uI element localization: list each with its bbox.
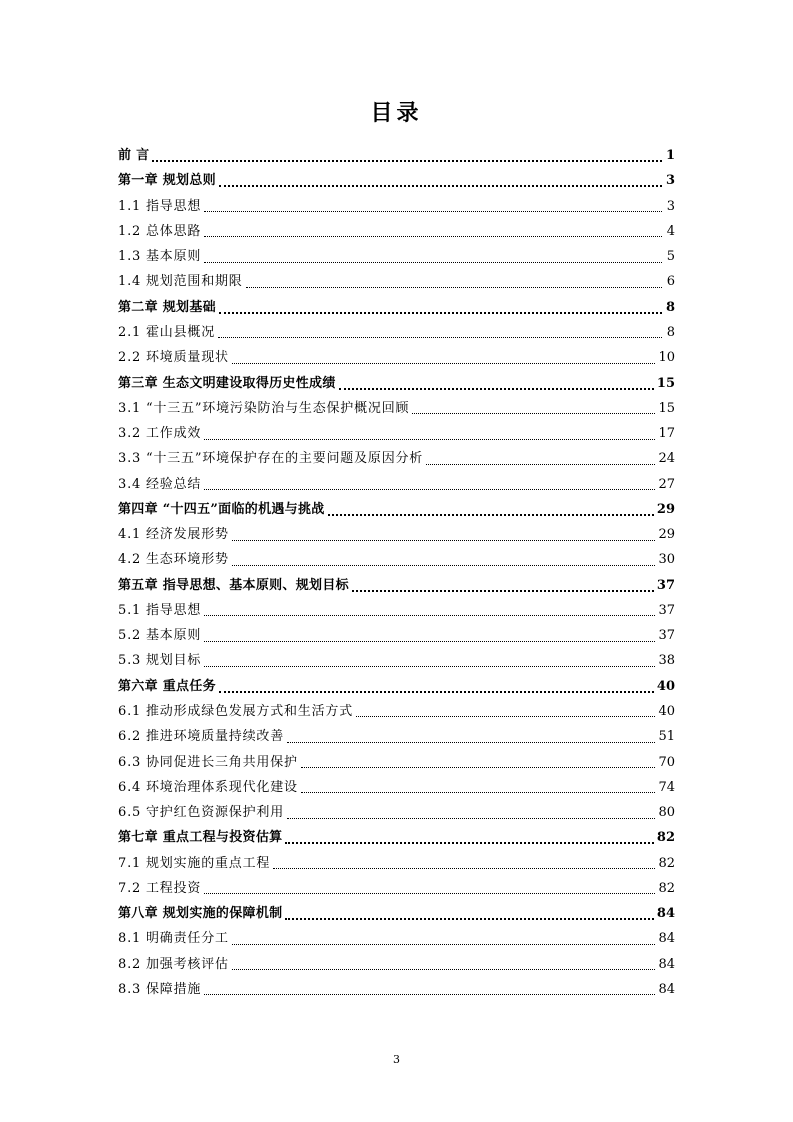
toc-dot-leader (356, 715, 655, 717)
toc-entry-page-number: 74 (658, 779, 675, 795)
toc-entry-label: 1.4 规划范围和期限 (118, 274, 243, 290)
toc-entry-label: 3.2 工作成效 (118, 426, 202, 442)
toc-section-entry[interactable] (118, 547, 675, 572)
toc-dot-leader (204, 438, 655, 440)
toc-dot-leader (204, 892, 655, 894)
toc-entry-page-number: 30 (658, 552, 675, 568)
toc-entry-page-number: 82 (656, 830, 675, 846)
toc-dot-leader (204, 210, 662, 212)
toc-chapter-entry[interactable] (118, 370, 675, 395)
toc-entry-label: 1.1 指导思想 (118, 198, 202, 214)
toc-section-entry[interactable] (118, 724, 675, 749)
toc-entry-label: 6.4 环境治理体系现代化建设 (118, 779, 298, 795)
toc-dot-leader (285, 917, 653, 920)
toc-entry-label: 第六章 重点任务 (118, 678, 216, 694)
toc-section-entry[interactable] (118, 320, 675, 345)
toc-dot-leader (218, 336, 662, 338)
toc-entry-page-number: 27 (658, 476, 675, 492)
page-number: 3 (393, 1053, 400, 1066)
toc-entry-label: 1.2 总体思路 (118, 223, 202, 239)
toc-section-entry[interactable] (118, 876, 675, 901)
toc-entry-page-number: 38 (658, 653, 675, 669)
toc-dot-leader (328, 513, 654, 516)
toc-dot-leader (246, 286, 662, 288)
toc-entry-page-number: 40 (656, 678, 675, 694)
toc-dot-leader (426, 463, 655, 465)
toc-entry-page-number: 3 (665, 173, 675, 189)
toc-dot-leader (232, 943, 656, 945)
toc-dot-leader (204, 235, 662, 237)
toc-entry-label: 3.3 “十三五”环境保护存在的主要问题及原因分析 (118, 451, 424, 467)
toc-entry-page-number: 84 (658, 956, 675, 972)
toc-entry-page-number: 3 (666, 198, 675, 214)
toc-section-entry[interactable] (118, 648, 675, 673)
toc-section-entry[interactable] (118, 623, 675, 648)
page-title: 目录 (370, 100, 423, 126)
toc-entry-page-number: 5 (666, 249, 675, 265)
toc-chapter-entry[interactable] (118, 295, 675, 320)
toc-section-entry[interactable] (118, 749, 675, 774)
toc-dot-leader (232, 362, 656, 364)
toc-entry-page-number: 4 (666, 223, 675, 239)
toc-entry-label: 5.3 规划目标 (118, 653, 202, 669)
toc-entry-page-number: 24 (658, 451, 675, 467)
toc-section-entry[interactable] (118, 396, 675, 421)
toc-dot-leader (204, 665, 655, 667)
toc-entry-page-number: 37 (658, 602, 675, 618)
toc-dot-leader (219, 184, 662, 187)
toc-chapter-entry[interactable] (118, 901, 675, 926)
toc-section-entry[interactable] (118, 421, 675, 446)
toc-section-entry[interactable] (118, 850, 675, 875)
toc-dot-leader (287, 741, 655, 743)
toc-dot-leader (219, 311, 662, 314)
toc-entry-label: 第七章 重点工程与投资估算 (118, 830, 283, 846)
toc-section-entry[interactable] (118, 522, 675, 547)
toc-dot-leader (232, 564, 656, 566)
toc-section-entry[interactable] (118, 699, 675, 724)
toc-chapter-entry[interactable] (118, 825, 675, 850)
toc-entry-label: 6.1 推动形成绿色发展方式和生活方式 (118, 703, 354, 719)
toc-entry-label: 第二章 规划基础 (118, 299, 216, 315)
toc-dot-leader (219, 690, 654, 693)
toc-entry-page-number: 84 (656, 906, 675, 922)
toc-entry-page-number: 84 (658, 981, 675, 997)
toc-section-entry[interactable] (118, 952, 675, 977)
toc-dot-leader (412, 412, 655, 414)
toc-entry-label: 第四章 “十四五”面临的机遇与挑战 (118, 501, 325, 517)
toc-entry-page-number: 84 (658, 931, 675, 947)
toc-section-entry[interactable] (118, 244, 675, 269)
toc-entry-label: 6.2 推进环境质量持续改善 (118, 729, 285, 745)
toc-entry-label: 5.1 指导思想 (118, 602, 202, 618)
toc-entry-label: 4.1 经济发展形势 (118, 527, 229, 543)
toc-section-entry[interactable] (118, 598, 675, 623)
toc-dot-leader (339, 387, 654, 390)
toc-entry-page-number: 80 (658, 805, 675, 821)
toc-entry-label: 8.3 保障措施 (118, 981, 202, 997)
toc-chapter-entry[interactable] (118, 143, 675, 168)
toc-entry-page-number: 51 (658, 729, 675, 745)
toc-dot-leader (204, 614, 655, 616)
toc-dot-leader (285, 841, 653, 844)
toc-entry-page-number: 29 (656, 501, 675, 517)
toc-dot-leader (352, 589, 654, 592)
toc-chapter-entry[interactable] (118, 674, 675, 699)
toc-dot-leader (232, 539, 656, 541)
toc-entry-page-number: 82 (658, 880, 675, 896)
toc-entry-label: 第一章 规划总则 (118, 173, 216, 189)
toc-entry-page-number: 10 (658, 350, 675, 366)
toc-entry-label: 2.2 环境质量现状 (118, 350, 229, 366)
toc-entry-page-number: 37 (656, 577, 675, 593)
toc-entry-label: 前 言 (118, 148, 150, 164)
toc-chapter-entry[interactable] (118, 497, 675, 522)
toc-section-entry[interactable] (118, 800, 675, 825)
toc-entry-page-number: 8 (666, 324, 675, 340)
toc-entry-page-number: 15 (656, 375, 675, 391)
toc-section-entry[interactable] (118, 345, 675, 370)
toc-entry-page-number: 8 (665, 299, 675, 315)
toc-entry-label: 6.3 协同促进长三角共用保护 (118, 754, 298, 770)
toc-section-entry[interactable] (118, 977, 675, 1002)
toc-entry-label: 1.3 基本原则 (118, 249, 202, 265)
toc-dot-leader (232, 968, 656, 970)
toc-entry-label: 7.1 规划实施的重点工程 (118, 855, 271, 871)
toc-dot-leader (204, 993, 655, 995)
toc-entry-label: 第八章 规划实施的保障机制 (118, 906, 283, 922)
toc-dot-leader (273, 867, 655, 869)
toc-entry-page-number: 6 (666, 274, 675, 290)
toc-dot-leader (204, 488, 655, 490)
toc-dot-leader (287, 817, 655, 819)
toc-section-entry[interactable] (118, 219, 675, 244)
toc-section-entry[interactable] (118, 471, 675, 496)
toc-dot-leader (204, 640, 655, 642)
toc-section-entry[interactable] (118, 775, 675, 800)
toc-entry-label: 2.1 霍山县概况 (118, 324, 216, 340)
toc-entry-page-number: 37 (658, 628, 675, 644)
table-of-contents (118, 143, 675, 1002)
toc-chapter-entry[interactable] (118, 168, 675, 193)
toc-dot-leader (301, 791, 656, 793)
toc-entry-label: 8.1 明确责任分工 (118, 931, 229, 947)
toc-entry-page-number: 29 (658, 527, 675, 543)
toc-section-entry[interactable] (118, 269, 675, 294)
toc-section-entry[interactable] (118, 926, 675, 951)
toc-entry-label: 第五章 指导思想、基本原则、规划目标 (118, 577, 349, 593)
toc-entry-label: 3.1 “十三五”环境污染防治与生态保护概况回顾 (118, 400, 410, 416)
toc-section-entry[interactable] (118, 446, 675, 471)
toc-chapter-entry[interactable] (118, 573, 675, 598)
toc-entry-label: 3.4 经验总结 (118, 476, 202, 492)
toc-entry-label: 第三章 生态文明建设取得历史性成绩 (118, 375, 336, 391)
toc-entry-page-number: 70 (658, 754, 675, 770)
toc-entry-page-number: 1 (665, 148, 675, 164)
toc-entry-label: 8.2 加强考核评估 (118, 956, 229, 972)
toc-entry-page-number: 82 (658, 855, 675, 871)
toc-entry-label: 5.2 基本原则 (118, 628, 202, 644)
toc-dot-leader (204, 261, 662, 263)
toc-entry-label: 6.5 守护红色资源保护利用 (118, 805, 285, 821)
toc-entry-page-number: 17 (658, 426, 675, 442)
toc-entry-page-number: 15 (658, 400, 675, 416)
toc-entry-label: 4.2 生态环境形势 (118, 552, 229, 568)
toc-section-entry[interactable] (118, 194, 675, 219)
toc-entry-page-number: 40 (658, 703, 675, 719)
toc-dot-leader (301, 766, 656, 768)
toc-dot-leader (152, 159, 662, 162)
toc-entry-label: 7.2 工程投资 (118, 880, 202, 896)
